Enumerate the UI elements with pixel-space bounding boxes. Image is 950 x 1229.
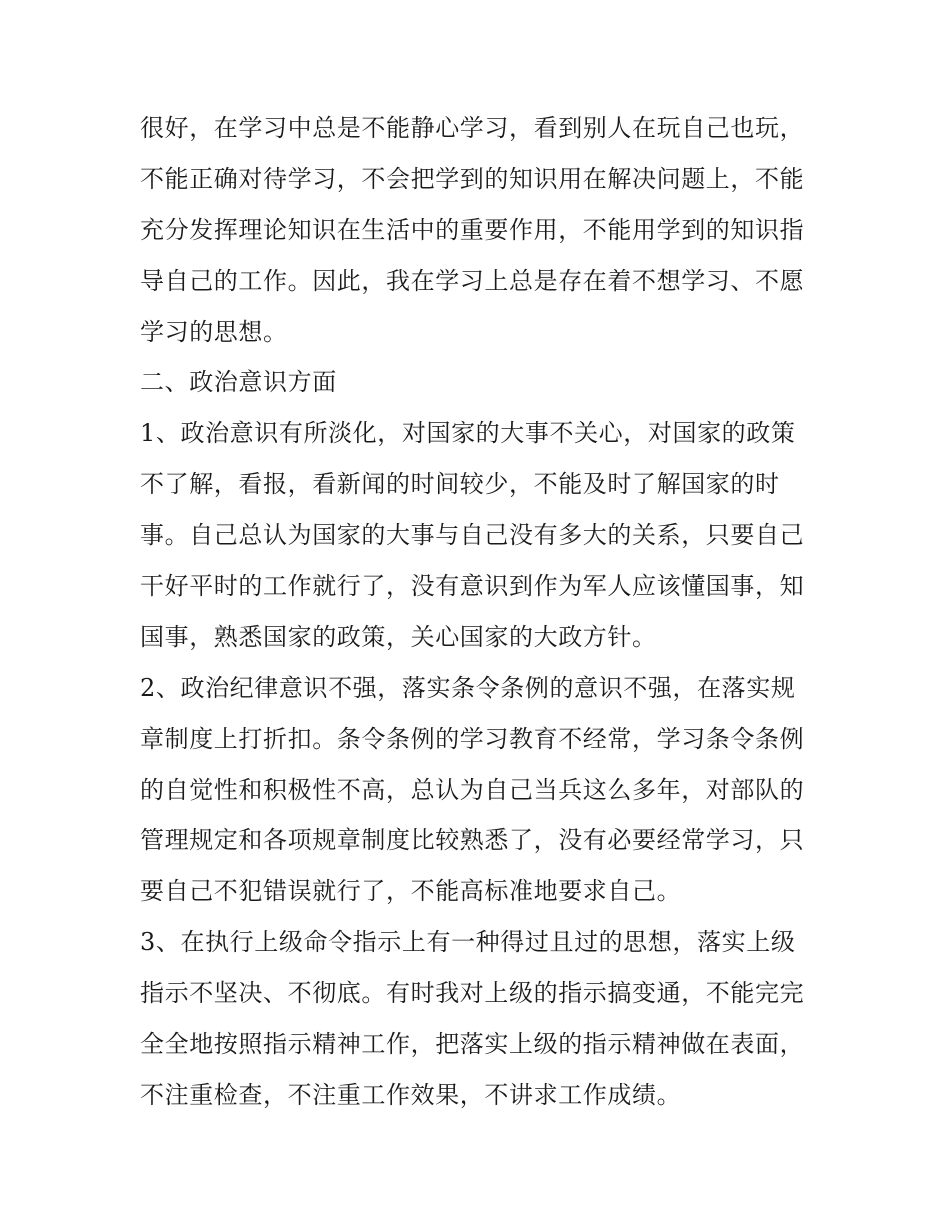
text-line: 指示不坚决、不彻底。有时我对上级的指示搞变通，不能完完 [140,979,805,1008]
text-line: 管理规定和各项规章制度比较熟悉了，没有必要经常学习，只 [140,826,805,855]
text-line: 事。自己总认为国家的大事与自己没有多大的关系，只要自己 [140,521,805,550]
text-line: 2、政治纪律意识不强，落实条令条例的意识不强，在落实规 [140,673,796,702]
text-line: 导自己的工作。因此，我在学习上总是存在着不想学习、不愿 [140,266,805,295]
text-line: 不能正确对待学习，不会把学到的知识用在解决问题上，不能 [140,164,805,193]
text-line: 不了解，看报，看新闻的时间较少，不能及时了解国家的时 [140,470,780,499]
text-line: 很好，在学习中总是不能静心学习，看到别人在玩自己也玩， [140,114,805,142]
document-body [140,103,820,1121]
section-heading: 二、政治意识方面 [140,368,337,397]
text-line: 不注重检查，不注重工作效果，不讲求工作成绩。 [140,1080,682,1109]
text-line: 的自觉性和积极性不高，总认为自己当兵这么多年，对部队的 [140,775,805,804]
text-line: 章制度上打折扣。条令条例的学习教育不经常，学习条令条例 [140,724,805,753]
text-line: 全全地按照指示精神工作，把落实上级的指示精神做在表面， [140,1030,805,1059]
text-line: 充分发挥理论知识在生活中的重要作用，不能用学到的知识指 [140,215,805,244]
text-line: 国事，熟悉国家的政策，关心国家的大政方针。 [140,622,657,651]
text-line: 3、在执行上级命令指示上有一种得过且过的思想，落实上级 [140,928,796,957]
text-line: 要自己不犯错误就行了，不能高标准地要求自己。 [140,877,682,906]
text-line: 1、政治意识有所淡化，对国家的大事不关心，对国家的政策 [140,419,796,448]
text-line: 学习的思想。 [140,317,288,346]
text-line: 干好平时的工作就行了，没有意识到作为军人应该懂国事，知 [140,572,805,601]
